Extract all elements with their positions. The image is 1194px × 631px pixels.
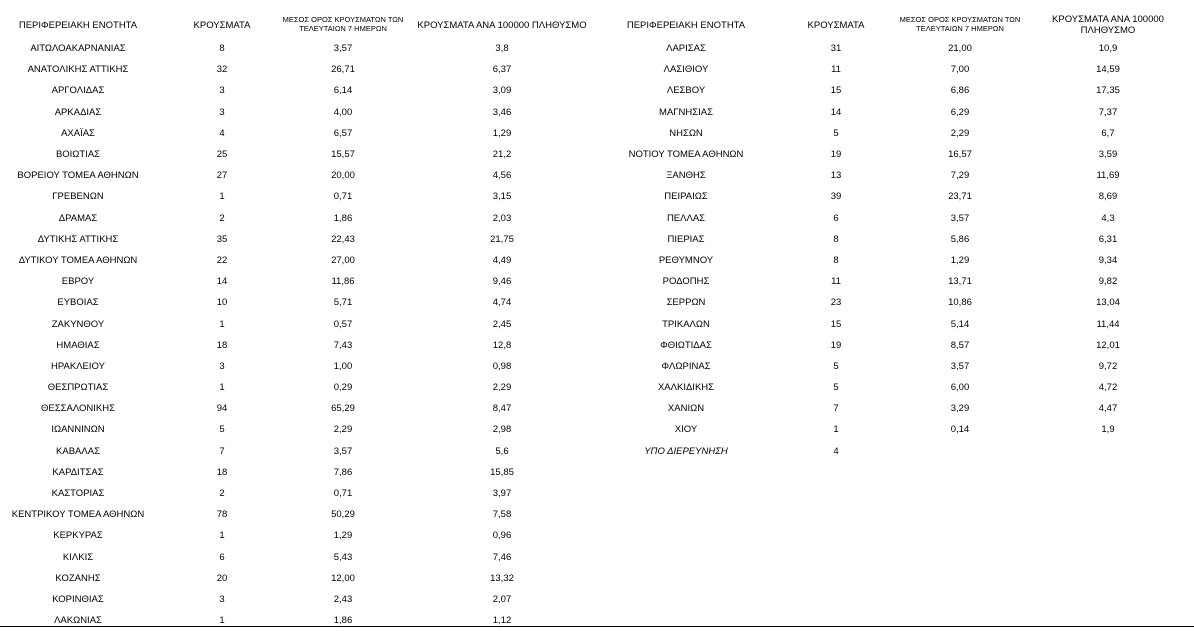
table-row <box>598 229 1194 250</box>
table-row <box>0 610 597 631</box>
region-cell: ΑΡΚΑΔΙΑΣ <box>54 106 102 118</box>
header-per100k: ΚΡΟΥΣΜΑΤΑ ΑΝΑ 100000 ΠΛΗΘΥΣΜΟ <box>1052 14 1164 36</box>
region-cell: ΛΕΣΒΟΥ <box>666 85 706 97</box>
region-cell: ΚΕΝΤΡΙΚΟΥ ΤΟΜΕΑ ΑΘΗΝΩΝ <box>11 509 145 521</box>
per100k-cell: 4,56 <box>492 170 512 182</box>
per100k-cell: 3,46 <box>492 106 512 118</box>
per100k-cell: 4,74 <box>492 297 512 309</box>
region-cell: ΚΙΛΚΙΣ <box>62 551 94 563</box>
per100k-cell: 4,47 <box>1098 403 1118 415</box>
cases-cell: 4 <box>833 445 839 457</box>
cases-cell: 15 <box>830 318 842 330</box>
per100k-cell: 2,45 <box>492 318 512 330</box>
table-row <box>598 38 1194 59</box>
cases-cell: 1 <box>219 530 225 542</box>
table-row <box>0 292 597 313</box>
region-cell: ΒΟΙΩΤΙΑΣ <box>55 149 101 161</box>
per100k-cell: 12,01 <box>1096 339 1120 351</box>
cases-cell: 20 <box>216 572 228 584</box>
cases-cell: 11 <box>831 64 841 76</box>
region-cell: ΙΩΑΝΝΙΝΩΝ <box>51 424 105 436</box>
cases-cell: 3 <box>219 360 225 372</box>
table-row <box>0 335 597 356</box>
region-cell: ΝΗΣΩΝ <box>669 127 703 139</box>
table-row <box>598 377 1194 398</box>
region-cell: ΖΑΚΥΝΘΟΥ <box>51 318 105 330</box>
region-cell: ΗΡΑΚΛΕΙΟΥ <box>51 360 105 372</box>
header-region: ΠΕΡΙΦΕΡΕΙΑΚΗ ΕΝΟΤΗΤΑ <box>626 19 746 31</box>
cases-cell: 5 <box>833 127 839 139</box>
table-row <box>0 462 597 483</box>
avg-cell: 2,29 <box>333 424 353 436</box>
table-row <box>0 313 597 334</box>
cases-cell: 6 <box>219 551 225 563</box>
cases-cell: 22 <box>216 254 228 266</box>
cases-cell: 32 <box>216 64 228 76</box>
header-cases: ΚΡΟΥΣΜΑΤΑ <box>807 19 865 31</box>
cases-cell: 1 <box>219 615 225 627</box>
region-cell: ΦΘΙΩΤΙΔΑΣ <box>660 339 712 351</box>
avg-cell: 26,71 <box>331 64 355 76</box>
cases-cell: 7 <box>219 445 225 457</box>
table-row <box>0 525 597 546</box>
per100k-cell: 9,82 <box>1098 276 1118 288</box>
avg-cell: 22,43 <box>331 233 355 245</box>
header-avg-line2: ΤΕΛΕΥΤΑΙΩΝ 7 ΗΜΕΡΩΝ <box>916 24 1004 33</box>
per100k-cell: 9,34 <box>1098 254 1118 266</box>
table-row <box>598 441 1194 462</box>
avg-cell: 7,00 <box>950 64 970 76</box>
per100k-cell: 0,98 <box>492 360 512 372</box>
cases-cell: 8 <box>833 233 839 245</box>
region-cell: ΚΑΡΔΙΤΣΑΣ <box>52 466 104 478</box>
cases-cell: 8 <box>833 254 839 266</box>
region-cell: ΚΟΖΑΝΗΣ <box>55 572 101 584</box>
region-cell: ΤΡΙΚΑΛΩΝ <box>662 318 710 330</box>
avg-cell: 8,57 <box>950 339 970 351</box>
avg-cell: 0,71 <box>333 191 353 203</box>
region-cell: ΡΟΔΟΠΗΣ <box>662 276 710 288</box>
avg-cell: 1,00 <box>333 360 353 372</box>
per100k-cell: 21,75 <box>490 233 514 245</box>
avg-cell: 16,57 <box>948 149 972 161</box>
per100k-cell: 3,09 <box>492 85 512 97</box>
table-row <box>598 250 1194 271</box>
avg-cell: 10,86 <box>948 297 972 309</box>
left-rows <box>0 38 597 631</box>
region-cell: ΚΕΡΚΥΡΑΣ <box>53 530 103 542</box>
avg-cell: 7,43 <box>333 339 353 351</box>
cases-cell: 5 <box>833 360 839 372</box>
per100k-cell: 4,72 <box>1098 382 1118 394</box>
region-cell: ΒΟΡΕΙΟΥ ΤΟΜΕΑ ΑΘΗΝΩΝ <box>17 170 139 182</box>
per100k-cell: 4,49 <box>492 254 512 266</box>
region-cell: ΠΕΙΡΑΙΩΣ <box>664 191 708 203</box>
region-cell: ΠΕΛΛΑΣ <box>666 212 706 224</box>
cases-cell: 2 <box>219 212 225 224</box>
cases-cell: 3 <box>219 106 225 118</box>
avg-cell: 2,29 <box>950 127 970 139</box>
avg-cell: 1,86 <box>333 212 353 224</box>
avg-cell: 6,86 <box>950 85 970 97</box>
per100k-cell: 1,12 <box>492 615 512 627</box>
table-row <box>0 398 597 419</box>
avg-cell: 1,86 <box>333 615 353 627</box>
per100k-cell: 21,2 <box>492 149 512 161</box>
region-cell: ΧΙΟΥ <box>674 424 698 436</box>
avg-cell: 12,00 <box>331 572 355 584</box>
header-cases: ΚΡΟΥΣΜΑΤΑ <box>193 19 251 31</box>
header-region: ΠΕΡΙΦΕΡΕΙΑΚΗ ΕΝΟΤΗΤΑ <box>18 19 138 31</box>
per100k-cell: 6,7 <box>1101 127 1115 139</box>
region-cell: ΚΑΣΤΟΡΙΑΣ <box>51 488 105 500</box>
region-cell: ΘΕΣΠΡΩΤΙΑΣ <box>47 382 109 394</box>
table-row <box>598 144 1194 165</box>
region-cell: ΚΑΒΑΛΑΣ <box>56 445 100 457</box>
per100k-cell: 4,3 <box>1101 212 1115 224</box>
table-row <box>0 589 597 610</box>
cases-cell: 1 <box>219 191 225 203</box>
per100k-cell: 14,59 <box>1096 64 1120 76</box>
avg-cell: 1,29 <box>333 530 353 542</box>
region-cell: ΦΛΩΡΙΝΑΣ <box>661 360 711 372</box>
avg-cell: 5,71 <box>333 297 353 309</box>
table-row <box>0 547 597 568</box>
per100k-cell: 2,29 <box>492 382 512 394</box>
table-row <box>598 271 1194 292</box>
region-cell: ΔΥΤΙΚΟΥ ΤΟΜΕΑ ΑΘΗΝΩΝ <box>18 254 138 266</box>
table-row <box>0 250 597 271</box>
per100k-cell: 10,9 <box>1098 43 1118 55</box>
region-cell: ΡΕΘΥΜΝΟΥ <box>658 254 714 266</box>
region-cell: ΛΑΡΙΣΑΣ <box>666 43 706 55</box>
cases-cell: 78 <box>216 509 228 521</box>
cases-cell: 35 <box>216 233 228 245</box>
right-rows <box>598 38 1194 462</box>
cases-cell: 27 <box>216 170 228 182</box>
table-row <box>598 102 1194 123</box>
region-cell: ΑΧΑΪΑΣ <box>61 127 95 139</box>
table-row <box>0 356 597 377</box>
table-row <box>598 335 1194 356</box>
avg-cell: 5,43 <box>333 551 353 563</box>
table-row <box>0 483 597 504</box>
region-cell: ΔΡΑΜΑΣ <box>58 212 98 224</box>
table-row <box>598 80 1194 101</box>
per100k-cell: 3,8 <box>495 43 509 55</box>
region-cell: ΑΙΤΩΛΟΑΚΑΡΝΑΝΙΑΣ <box>30 43 126 55</box>
region-cell: ΧΑΛΚΙΔΙΚΗΣ <box>657 382 715 394</box>
table-row <box>598 165 1194 186</box>
avg-cell: 6,00 <box>950 382 970 394</box>
per100k-cell: 8,47 <box>492 403 512 415</box>
cases-cell: 10 <box>216 297 228 309</box>
cases-cell: 94 <box>216 403 228 415</box>
avg-cell: 6,29 <box>950 106 970 118</box>
table-row <box>598 123 1194 144</box>
avg-cell: 3,57 <box>333 445 353 457</box>
header-avg-line2: ΤΕΛΕΥΤΑΙΩΝ 7 ΗΜΕΡΩΝ <box>299 24 387 33</box>
table-row <box>598 398 1194 419</box>
region-cell: ΕΥΒΟΙΑΣ <box>57 297 99 309</box>
avg-cell: 65,29 <box>331 403 355 415</box>
bottom-rule <box>0 626 1194 627</box>
cases-cell: 5 <box>219 424 225 436</box>
region-cell: ΝΟΤΙΟΥ ΤΟΜΕΑ ΑΘΗΝΩΝ <box>628 149 744 161</box>
table-row <box>598 186 1194 207</box>
cases-cell: 1 <box>219 382 225 394</box>
per100k-cell: 12,8 <box>492 339 512 351</box>
header-avg <box>890 13 1030 35</box>
per100k-cell: 5,6 <box>495 445 509 457</box>
per100k-cell: 17,35 <box>1096 85 1120 97</box>
cases-cell: 6 <box>833 212 839 224</box>
per100k-cell: 7,46 <box>492 551 512 563</box>
cases-cell: 1 <box>833 424 839 436</box>
region-cell: ΓΡΕΒΕΝΩΝ <box>52 191 104 203</box>
cases-cell: 14 <box>216 276 228 288</box>
header-avg-line1: ΜΕΣΟΣ ΟΡΟΣ ΚΡΟΥΣΜΑΤΩΝ ΤΩΝ <box>899 15 1021 24</box>
per100k-cell: 1,29 <box>492 127 512 139</box>
table-row <box>0 38 597 59</box>
avg-cell: 27,00 <box>331 254 355 266</box>
table-row <box>598 356 1194 377</box>
avg-cell: 1,29 <box>950 254 970 266</box>
cases-cell: 4 <box>219 127 225 139</box>
region-cell: ΚΟΡΙΝΘΙΑΣ <box>52 593 104 605</box>
avg-cell: 3,57 <box>333 43 353 55</box>
region-cell: ΗΜΑΘΙΑΣ <box>56 339 100 351</box>
cases-cell: 2 <box>219 488 225 500</box>
per100k-cell: 3,97 <box>492 488 512 500</box>
region-cell: ΑΝΑΤΟΛΙΚΗΣ ΑΤΤΙΚΗΣ <box>27 64 129 76</box>
per100k-cell: 13,32 <box>490 572 514 584</box>
cases-cell: 13 <box>830 170 842 182</box>
avg-cell: 50,29 <box>331 509 355 521</box>
cases-cell: 19 <box>830 339 842 351</box>
cases-cell: 15 <box>830 85 842 97</box>
per100k-cell: 7,37 <box>1098 106 1118 118</box>
per100k-cell <box>1024 441 1192 462</box>
per100k-cell: 0,96 <box>492 530 512 542</box>
per100k-cell: 3,15 <box>492 191 512 203</box>
avg-cell: 23,71 <box>948 191 972 203</box>
table-row <box>0 123 597 144</box>
avg-cell: 21,00 <box>948 43 972 55</box>
avg-cell: 3,57 <box>950 360 970 372</box>
region-cell: ΣΕΡΡΩΝ <box>666 297 706 309</box>
cases-cell: 7 <box>833 403 839 415</box>
table-row <box>0 80 597 101</box>
avg-cell: 6,57 <box>333 127 353 139</box>
cases-cell: 23 <box>830 297 842 309</box>
region-cell: ΠΙΕΡΙΑΣ <box>667 233 705 245</box>
table-row <box>0 59 597 80</box>
region-cell: ΧΑΝΙΩΝ <box>667 403 705 415</box>
table-row <box>598 292 1194 313</box>
per100k-cell: 8,69 <box>1098 191 1118 203</box>
per100k-cell: 7,58 <box>492 509 512 521</box>
table-row <box>0 186 597 207</box>
region-cell: ΜΑΓΝΗΣΙΑΣ <box>659 106 713 118</box>
cases-cell: 11 <box>831 276 841 288</box>
avg-cell: 0,29 <box>333 382 353 394</box>
avg-cell: 0,71 <box>333 488 353 500</box>
table-row <box>0 271 597 292</box>
avg-cell: 7,29 <box>950 170 970 182</box>
table-row <box>0 568 597 589</box>
table-row <box>0 504 597 525</box>
per100k-cell: 11,44 <box>1096 318 1120 330</box>
cases-cell: 19 <box>830 149 842 161</box>
cases-cell: 25 <box>216 149 228 161</box>
region-cell: ΥΠΟ ΔΙΕΡΕΥΝΗΣΗ <box>644 445 728 457</box>
table-row <box>0 208 597 229</box>
avg-cell: 3,57 <box>950 212 970 224</box>
cases-cell: 1 <box>219 318 225 330</box>
avg-cell: 6,14 <box>333 85 353 97</box>
header-per100k: ΚΡΟΥΣΜΑΤΑ ΑΝΑ 100000 ΠΛΗΘΥΣΜΟ <box>417 19 587 31</box>
avg-cell: 13,71 <box>948 276 972 288</box>
table-row <box>598 59 1194 80</box>
avg-cell: 0,14 <box>950 424 970 436</box>
table-row <box>598 208 1194 229</box>
region-cell: ΘΕΣΣΑΛΟΝΙΚΗΣ <box>41 403 115 415</box>
region-cell: ΕΒΡΟΥ <box>61 276 95 288</box>
avg-cell: 20,00 <box>331 170 355 182</box>
per100k-cell: 2,03 <box>492 212 512 224</box>
table-row <box>0 165 597 186</box>
region-cell: ΑΡΓΟΛΙΔΑΣ <box>51 85 105 97</box>
table-row <box>0 441 597 462</box>
per100k-cell: 9,72 <box>1098 360 1118 372</box>
per100k-cell: 2,07 <box>492 593 512 605</box>
avg-cell: 7,86 <box>333 466 353 478</box>
table-row <box>598 313 1194 334</box>
avg-cell: 5,86 <box>950 233 970 245</box>
cases-cell: 18 <box>216 339 228 351</box>
avg-cell <box>890 441 1030 462</box>
per100k-cell: 15,85 <box>490 466 514 478</box>
cases-cell: 39 <box>830 191 842 203</box>
cases-cell: 31 <box>830 43 842 55</box>
table-row <box>0 229 597 250</box>
avg-cell: 15,57 <box>331 149 355 161</box>
per100k-cell: 13,04 <box>1096 297 1120 309</box>
per100k-cell: 11,69 <box>1096 170 1120 182</box>
header-avg <box>276 13 410 35</box>
avg-cell: 5,14 <box>950 318 970 330</box>
per100k-cell: 6,31 <box>1098 233 1118 245</box>
header-avg-line1: ΜΕΣΟΣ ΟΡΟΣ ΚΡΟΥΣΜΑΤΩΝ ΤΩΝ <box>282 15 404 24</box>
region-cell: ΛΑΚΩΝΙΑΣ <box>54 615 102 627</box>
region-cell: ΞΑΝΘΗΣ <box>666 170 706 182</box>
cases-cell: 8 <box>219 43 225 55</box>
region-cell: ΛΑΣΙΘΙΟΥ <box>663 64 709 76</box>
avg-cell: 0,57 <box>333 318 353 330</box>
per100k-cell: 3,59 <box>1098 149 1118 161</box>
per100k-cell: 1,9 <box>1101 424 1115 436</box>
per100k-cell: 2,98 <box>492 424 512 436</box>
cases-cell: 18 <box>216 466 228 478</box>
cases-cell: 3 <box>219 593 225 605</box>
cases-cell: 3 <box>219 85 225 97</box>
table-row <box>0 102 597 123</box>
per100k-cell: 9,46 <box>492 276 512 288</box>
cases-cell: 5 <box>833 382 839 394</box>
avg-cell: 4,00 <box>333 106 353 118</box>
table-row <box>0 144 597 165</box>
table-row <box>0 377 597 398</box>
table-row <box>0 419 597 440</box>
cases-cell: 14 <box>830 106 842 118</box>
avg-cell: 2,43 <box>333 593 353 605</box>
table-row <box>598 419 1194 440</box>
avg-cell: 3,29 <box>950 403 970 415</box>
avg-cell: 11,86 <box>331 276 355 288</box>
per100k-cell: 6,37 <box>492 64 512 76</box>
region-cell: ΔΥΤΙΚΗΣ ΑΤΤΙΚΗΣ <box>37 233 119 245</box>
